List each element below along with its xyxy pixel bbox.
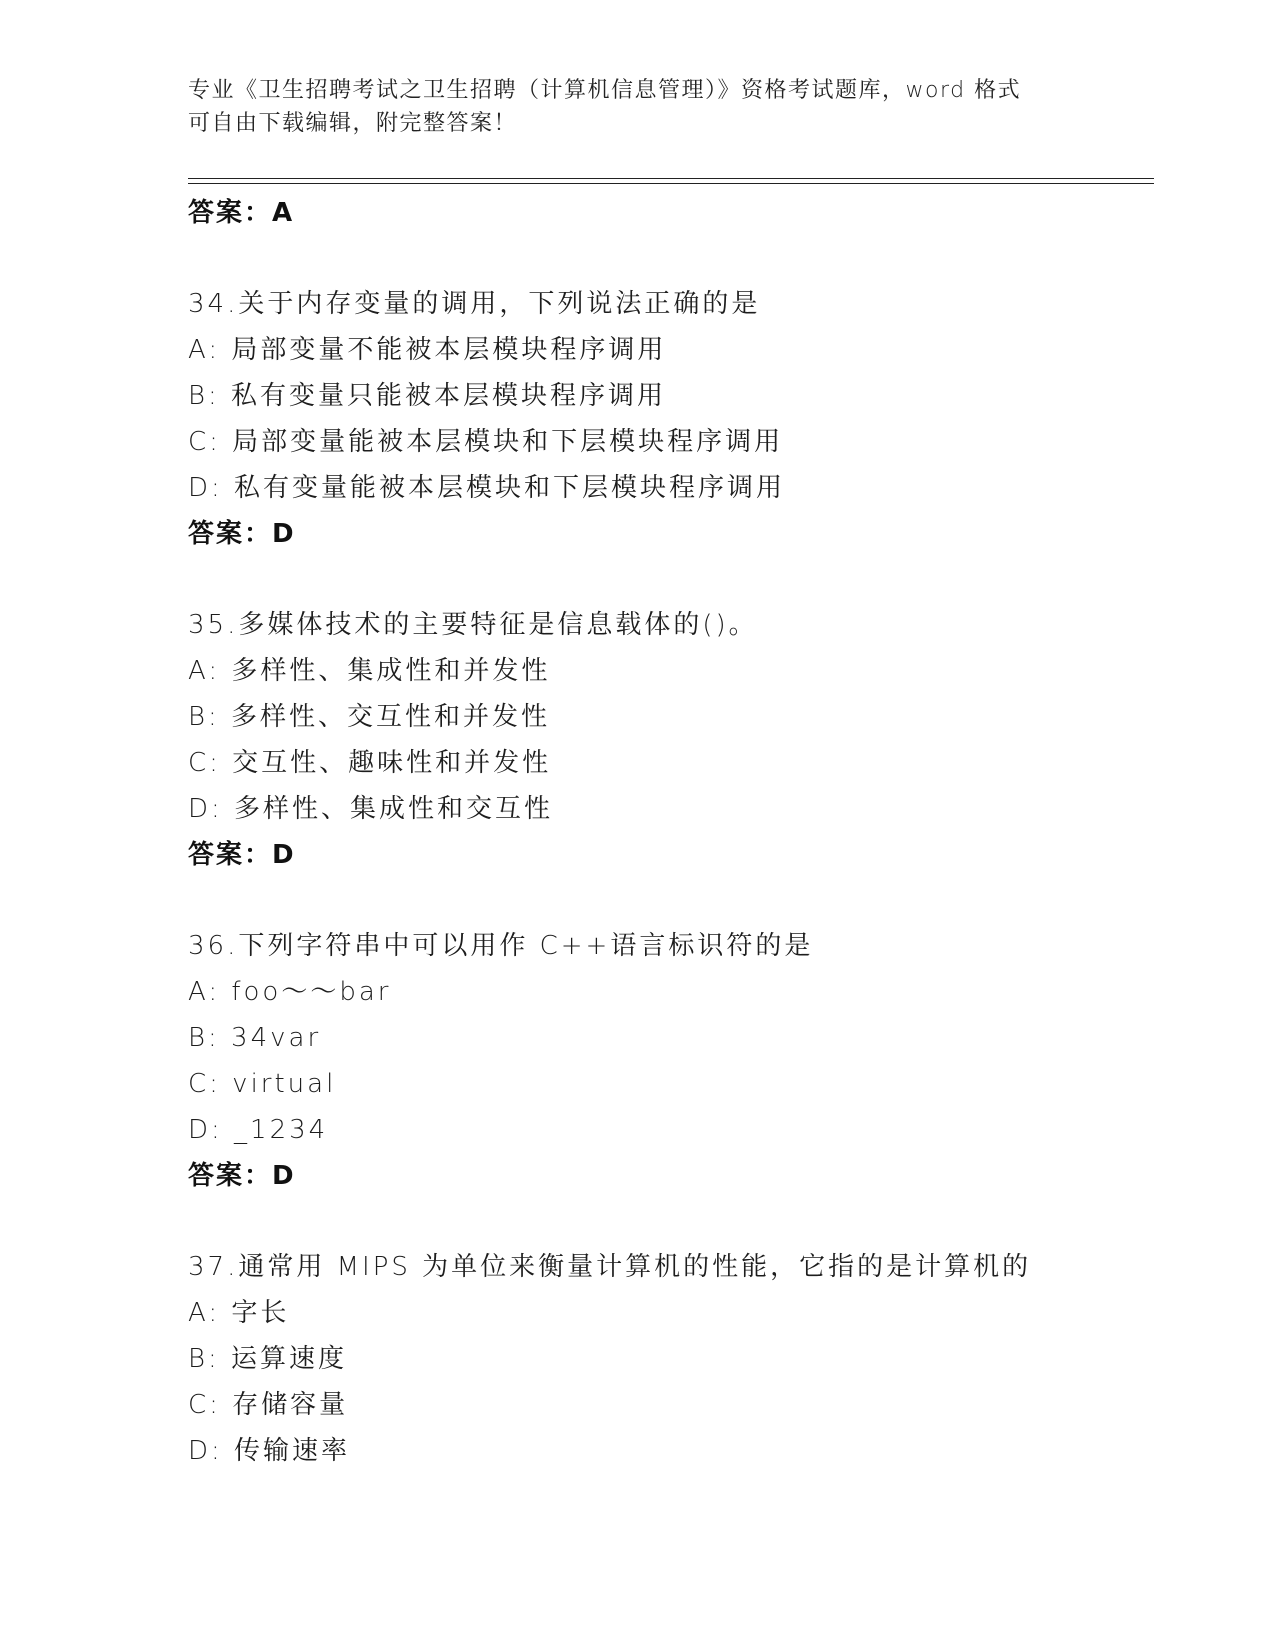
document-header	[188, 74, 1088, 140]
question-34	[188, 281, 1188, 557]
option-a: A: 字长	[188, 1298, 290, 1328]
question-list	[188, 190, 1188, 1474]
option-b: B: 34var	[188, 1023, 322, 1053]
option-a: A: 多样性、集成性和并发性	[188, 656, 551, 686]
question-37	[188, 1244, 1188, 1474]
option-c: C: virtual	[188, 1069, 337, 1099]
option-b: B: 私有变量只能被本层模块程序调用	[188, 381, 667, 411]
option-c: C: 交互性、趣味性和并发性	[188, 748, 552, 778]
answer-label: 答案：A	[188, 198, 295, 228]
option-d: D: 多样性、集成性和交互性	[188, 794, 554, 824]
header-line-1: 专业《卫生招聘考试之卫生招聘（计算机信息管理）》资格考试题库，word 格式	[188, 78, 1022, 103]
answer-label: 答案：D	[188, 519, 296, 549]
header-rule-top	[188, 178, 1154, 179]
header-line-2: 可自由下载编辑，附完整答案！	[188, 111, 518, 136]
option-d: D: 传输速率	[188, 1436, 351, 1466]
question-stem: 37.通常用 MIPS 为单位来衡量计算机的性能，它指的是计算机的	[188, 1252, 1032, 1282]
answer-label: 答案：D	[188, 840, 296, 870]
question-35	[188, 602, 1188, 878]
option-a: A: 局部变量不能被本层模块程序调用	[188, 335, 667, 365]
option-d: D: 私有变量能被本层模块和下层模块程序调用	[188, 473, 786, 503]
question-stem: 35.多媒体技术的主要特征是信息载体的()。	[188, 610, 758, 640]
option-d: D: _1234	[188, 1115, 329, 1145]
question-stem: 36.下列字符串中可以用作 C++语言标识符的是	[188, 931, 814, 961]
question-stem: 34.关于内存变量的调用，下列说法正确的是	[188, 289, 761, 319]
header-rule-bottom	[188, 183, 1154, 184]
option-b: B: 多样性、交互性和并发性	[188, 702, 551, 732]
answer-label: 答案：D	[188, 1161, 296, 1191]
option-b: B: 运算速度	[188, 1344, 348, 1374]
question-36	[188, 923, 1188, 1199]
option-a: A: foo～～bar	[188, 977, 392, 1007]
option-c: C: 存储容量	[188, 1390, 349, 1420]
option-c: C: 局部变量能被本层模块和下层模块程序调用	[188, 427, 784, 457]
